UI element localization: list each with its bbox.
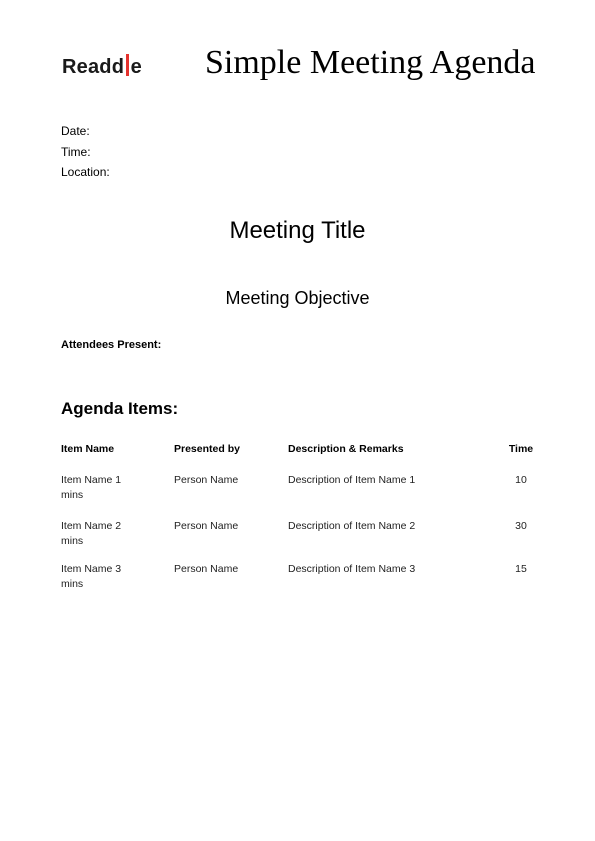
header-time: Time [508,443,534,455]
row-2-presenter: Person Name [174,520,239,532]
date-label: Date: [61,124,90,138]
row-1-item-name [61,473,161,503]
logo-text-end: e [130,56,142,78]
row-1-description: Description of Item Name 1 [288,474,416,486]
logo-text-start: Readd [62,56,125,78]
location-label: Location: [61,165,110,179]
row-2-item-name [61,519,161,549]
row-2-item-name-line2: mins [61,535,84,547]
row-2-item-name-line1: Item Name 2 [61,520,122,532]
row-3-item-name-line2: mins [61,578,84,590]
row-3-time: 15 [515,563,527,575]
row-3-presenter: Person Name [174,563,239,575]
agenda-heading: Agenda Items: [61,399,179,418]
header-description: Description & Remarks [288,443,404,455]
row-3-item-name [61,562,161,592]
time-label: Time: [61,145,91,159]
document-title: Simple Meeting Agenda [205,44,536,81]
header-item-name: Item Name [61,443,115,455]
row-1-item-name-line2: mins [61,489,84,501]
row-3-description: Description of Item Name 3 [288,563,416,575]
meeting-objective: Meeting Objective [225,288,370,308]
row-1-presenter: Person Name [174,474,239,486]
header-presented-by: Presented by [174,443,240,455]
attendees-label: Attendees Present: [61,339,162,351]
row-3-item-name-line1: Item Name 3 [61,563,122,575]
row-1-item-name-line1: Item Name 1 [61,474,122,486]
row-2-time: 30 [515,520,527,532]
meeting-title: Meeting Title [229,217,366,244]
row-2-description: Description of Item Name 2 [288,520,416,532]
row-1-time: 10 [515,474,527,486]
